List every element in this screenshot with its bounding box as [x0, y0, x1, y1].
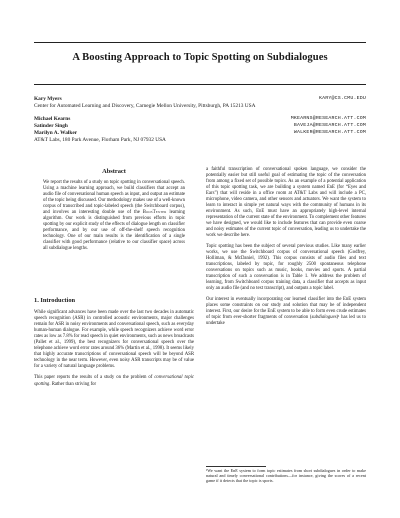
author-email: BAVEJA@RESEARCH.ATT.COM — [293, 123, 366, 128]
paper-title: A Boosting Approach to Topic Spotting on Subdialogues — [72, 52, 328, 63]
section-heading: 1. Introduction — [34, 297, 76, 304]
abstract-text: We report the results of a study on topic spotting in conversational speech. Using a machine learning approach, we build classifiers that accept an audio file of conversational human speech as input, and output an estimate of the topic being discussed. Our methodology makes use of a well-known corpus of transcribed and topic-labeled speech (the Switchboard corpus), and involves an interesting double use of the — [43, 180, 185, 216]
emphasis-text: subdialogues — [311, 315, 337, 321]
paragraph-text: This paper reports the results of a study on the problem of — [34, 375, 155, 381]
paragraph-text: )¹ has led us to undertake — [206, 315, 367, 327]
author-line-3 — [34, 123, 366, 129]
boostexter-name: BoosTexter — [142, 210, 167, 216]
footnote-rule — [206, 466, 266, 467]
footnote: ¹We want the EnE system to form topic estimates from short subdialogues in order to make natural and timely conversational contributions—for instance, giving the scores of a recent game if it detects that the topic is sports. — [206, 468, 366, 484]
author-affiliation: Center for Automated Learning and Discovery, Carnegie Mellon University, Pittsburgh, PA 15213 USA — [34, 103, 256, 109]
abstract-text: learning algorithm. Our work is distinguished from previous efforts in topic spotting by our explicit study of the effects of dialogue length on classifier performance, and by our use of off-the-shelf speech recognition technology. One of our main results is the identification of a single classifier with good performance (relative to our classifier space) across all subdialogue lengths. — [43, 210, 185, 252]
paragraph: a faithful transcription of conversational spoken language, we consider the potentially easier but still useful goal of estimating the topic of the conversation from among a fixed set of possible topics. As an example of a potential application of this topic spotting task, we are building a system named EnE (for “Eyes and Ears”) that will reside in a office room at AT&T Labs and will include a PC, microphone, video camera, and other sensors and actuators. We want the system to learn to interact in simple yet natural ways with the community of humans in its environment. As such, EnE must have an appropriately high-level internal representation of the current state of the environment. To complement other features we have designed, we would like to include features that can provide even coarse and noisy estimates of the current topic of conversation, leading us to undertake the work we describe here. — [206, 167, 366, 239]
paragraph — [34, 375, 194, 387]
author-name: Kary Myers — [34, 96, 62, 102]
author-line-1 — [34, 96, 366, 102]
author-affiliation: AT&T Labs, 180 Park Avenue, Florham Park, NJ 07932 USA — [34, 137, 166, 143]
author-name: Marilyn A. Walker — [34, 130, 78, 136]
abstract-heading: Abstract — [102, 168, 126, 175]
author-email: KARY@CS.CMU.EDU — [318, 96, 366, 101]
paragraph: While significant advances have been made over the last two decades in automatic speech recognition (ASR) in controlled acoustic environments, major challenges remain for ASR in noisy environments and conversational speech, such as everyday human-human dialogue. For example, while speech recognizers achieve word error rates as low as 7.8% for read speech in quiet environments, such as news broadcasts (Pallet et al., 1999), the best recognizers for conversational speech over the telephone achieve word error rates around 36% (Martin et al., 1998). It seems likely that highly accurate transcriptions of conversational speech will be beyond ASR technology in the near term. However, even noisy ASR transcripts may be of value for a variety of natural language problems. — [34, 310, 194, 370]
author-name: Michael Kearns — [34, 116, 71, 122]
title-bottom-rule — [34, 84, 366, 85]
right-column-body — [206, 167, 366, 327]
abstract-body — [43, 180, 185, 252]
paragraph-text: . Rather than striving for — [49, 381, 97, 387]
author-name: Satinder Singh — [34, 123, 68, 129]
introduction-body — [34, 310, 194, 388]
paragraph — [206, 297, 366, 327]
paragraph: Topic spotting has been the subject of several previous studies. Like many earlier works, we use the Switchboard corpus of conversational speech (Godfrey, Holliman, & McDaniel, 1992). This corpus consists of audio files and text transcriptions, labeled by topic, for roughly 2500 spontaneous telephone conversations on topics such as music, books, movies and sports. A partial transcription of such a conversation is in Table 1. We address the problem of learning, from Switchboard corpus training data, a classifier that accepts as input only an audio file (and no text transcript), and outputs a topic label. — [206, 244, 366, 292]
paragraph-text: Our interest in eventually incorporating our learned classifier into the EnE system places some constraints on our study and solution that may be of independent interest. First, our desire for the EnE system to be able to form even crude estimates of topic from ever-shorter fragments of conversation ( — [206, 297, 366, 321]
author-line-4 — [34, 130, 366, 136]
title-top-rule — [34, 42, 366, 43]
author-email: MKEARNS@RESEARCH.ATT.COM — [290, 116, 366, 121]
author-line-2 — [34, 116, 366, 122]
author-email: WALKER@RESEARCH.ATT.COM — [293, 130, 366, 135]
emphasis-text: conversational topic spotting — [34, 375, 194, 387]
